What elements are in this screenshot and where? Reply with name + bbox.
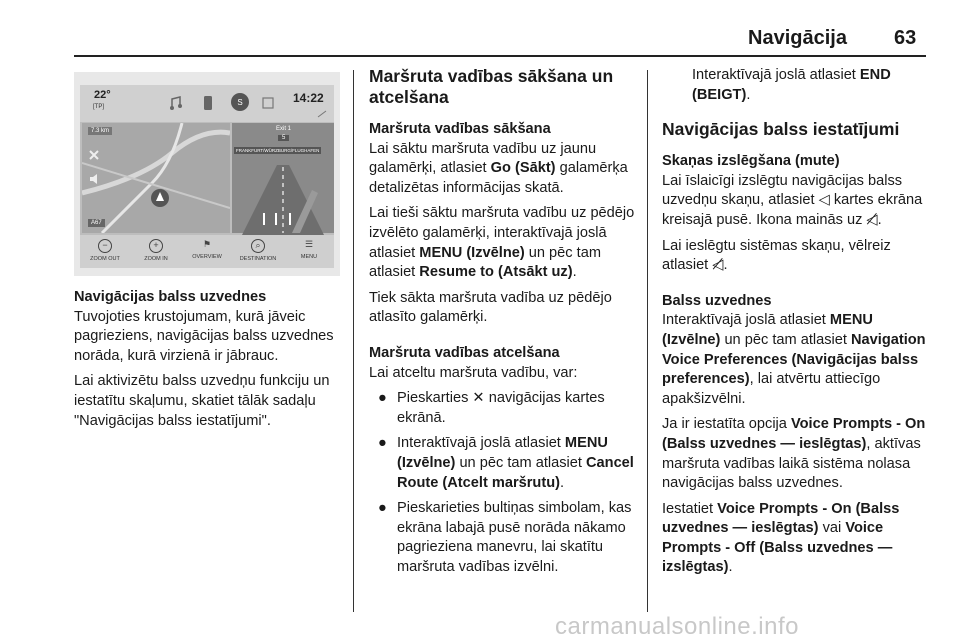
section-title: Maršruta vadības sākšana un atcelšana [369, 66, 614, 107]
paragraph: Tuvojoties krustojumam, kurā jāveic pagrieziens, navigācijas balss uzvednes norāda, kurā virzienā ir jābrauc. [74, 308, 334, 364]
svg-text:S: S [237, 98, 243, 107]
menu-icon: ☰ [304, 239, 314, 249]
exit-number: 5 [278, 135, 289, 141]
status-bar [80, 85, 334, 122]
road-sign: FRANKFURT/WÜRZBURG/FLUGHAFEN [236, 148, 320, 153]
page-header-title: Navigācija [748, 27, 847, 49]
lane-view [232, 155, 334, 235]
paragraph: Lai tieši sāktu maršruta vadību uz pēdējo izvēlēto galamērķi, interaktīvajā joslā atlasiet MENU (Izvēlne) un pēc tam atlasiet Resume to (Atsākt uz). [369, 205, 635, 281]
column-2 [369, 66, 635, 583]
navigation-screen-figure [74, 72, 340, 276]
section-title: Navigācijas balss iestatījumi [662, 119, 900, 140]
section-heading: Navigācijas balss uzvednes [74, 289, 267, 305]
paragraph: Lai atceltu maršruta vadību, var: [369, 364, 578, 381]
paragraph: Lai sāktu maršruta vadību uz jaunu galamērķi, atlasiet Go (Sākt) galamērķa detalizētas informācijas skatā. [369, 140, 628, 196]
paragraph: Tiek sākta maršruta vadība uz pēdējo atlasīto galamērķi. [369, 289, 612, 326]
subsection-heading: Skaņas izslēgšana (mute) [662, 153, 840, 170]
mute-icon [88, 173, 100, 185]
clock: 14:22 [293, 91, 324, 105]
paragraph: Lai ieslēgtu sistēmas skaņu, vēlreiz atlasiet ◁̸. [662, 237, 891, 274]
column-1 [74, 288, 340, 437]
road-label: A67 [88, 219, 105, 227]
infotainment-screen [80, 85, 334, 268]
destination-search-icon: ⌕ [251, 239, 265, 253]
exit-label: Exit 1 [276, 126, 292, 132]
page-number: 63 [894, 27, 917, 49]
navigation-icon [230, 92, 250, 112]
tp-label: [TP] [93, 104, 105, 110]
paragraph: Lai īslaicīgi izslēgtu navigācijas balss uzvedņu skaņu, atlasiet ◁ kartes ekrāna kreisajā pusē. Ikona mainās uz ◁̸. [662, 172, 923, 228]
music-icon [168, 95, 184, 111]
map-roads [82, 123, 230, 233]
zoom-in-icon: + [149, 239, 163, 253]
phone-icon [202, 95, 214, 111]
close-route-icon [88, 149, 100, 161]
overview-button[interactable]: ⚑ OVERVIEW [192, 239, 222, 260]
guidance-pane[interactable] [232, 123, 334, 233]
paragraph: Interaktīvajā joslā atlasiet MENU (Izvēlne) un pēc tam atlasiet Navigation Voice Preferences (Navigācijas balss preferences), lai atvērtu attiecīgo apakšizvēlni. [662, 312, 926, 407]
paragraph: Ja ir iestatīta opcija Voice Prompts - On (Balss uzvednes — ieslēgtas), aktīvas maršruta vadības laikā sistēma nolasa navigācijas balss uzvednes. [662, 416, 926, 492]
menu-button[interactable]: ☰ MENU [300, 239, 318, 260]
settings-icon [260, 95, 276, 111]
header-rule [74, 55, 926, 57]
list-item: ● Interaktīvajā joslā atlasiet MENU (Izvēlne) un pēc tam atlasiet Cancel Route (Atcelt maršrutu). [378, 435, 634, 491]
distance-label: 7.3 km [88, 127, 112, 135]
paragraph: Lai aktivizētu balss uzvedņu funkciju un iestatītu skaļumu, skatiet tālāk sadaļu "Navigācijas balss iestatījumi". [74, 373, 330, 429]
destination-button[interactable]: ⌕ DESTINATION [239, 240, 277, 262]
paragraph: Iestatiet Voice Prompts - On (Balss uzvednes — ieslēgtas) vai Voice Prompts - Off (Balss uzvednes — izslēgtas). [662, 500, 900, 576]
map-view [82, 123, 230, 233]
flag-icon: ⚑ [202, 239, 212, 249]
list-item-continuation: Interaktīvajā joslā atlasiet END (BEIGT). [692, 67, 891, 103]
column-divider [647, 70, 648, 612]
list-item: ● Pieskarieties bultiņas simbolam, kas ekrāna labajā pusē norāda nākamo pagrieziena manevru, lai skatītu maršruta vadības izvēlni. [378, 500, 632, 575]
subsection-heading: Balss uzvednes [662, 292, 772, 309]
interaction-bar [80, 235, 334, 268]
temperature-readout: 22° [94, 89, 111, 101]
subsection-heading: Maršruta vadības atcelšana [369, 344, 560, 361]
list-item: ● Pieskarties ✕ navigācijas kartes ekrānā. [378, 390, 605, 426]
zoom-out-icon: − [98, 239, 112, 253]
zoom-in-button[interactable]: + ZOOM IN [144, 240, 168, 262]
zoom-out-button[interactable]: − ZOOM OUT [90, 240, 120, 262]
subsection-heading: Maršruta vadības sākšana [369, 121, 551, 137]
signal-icon [316, 109, 328, 119]
watermark: carmanualsonline.info [555, 613, 799, 640]
column-3 [662, 66, 928, 584]
column-divider [353, 70, 354, 612]
